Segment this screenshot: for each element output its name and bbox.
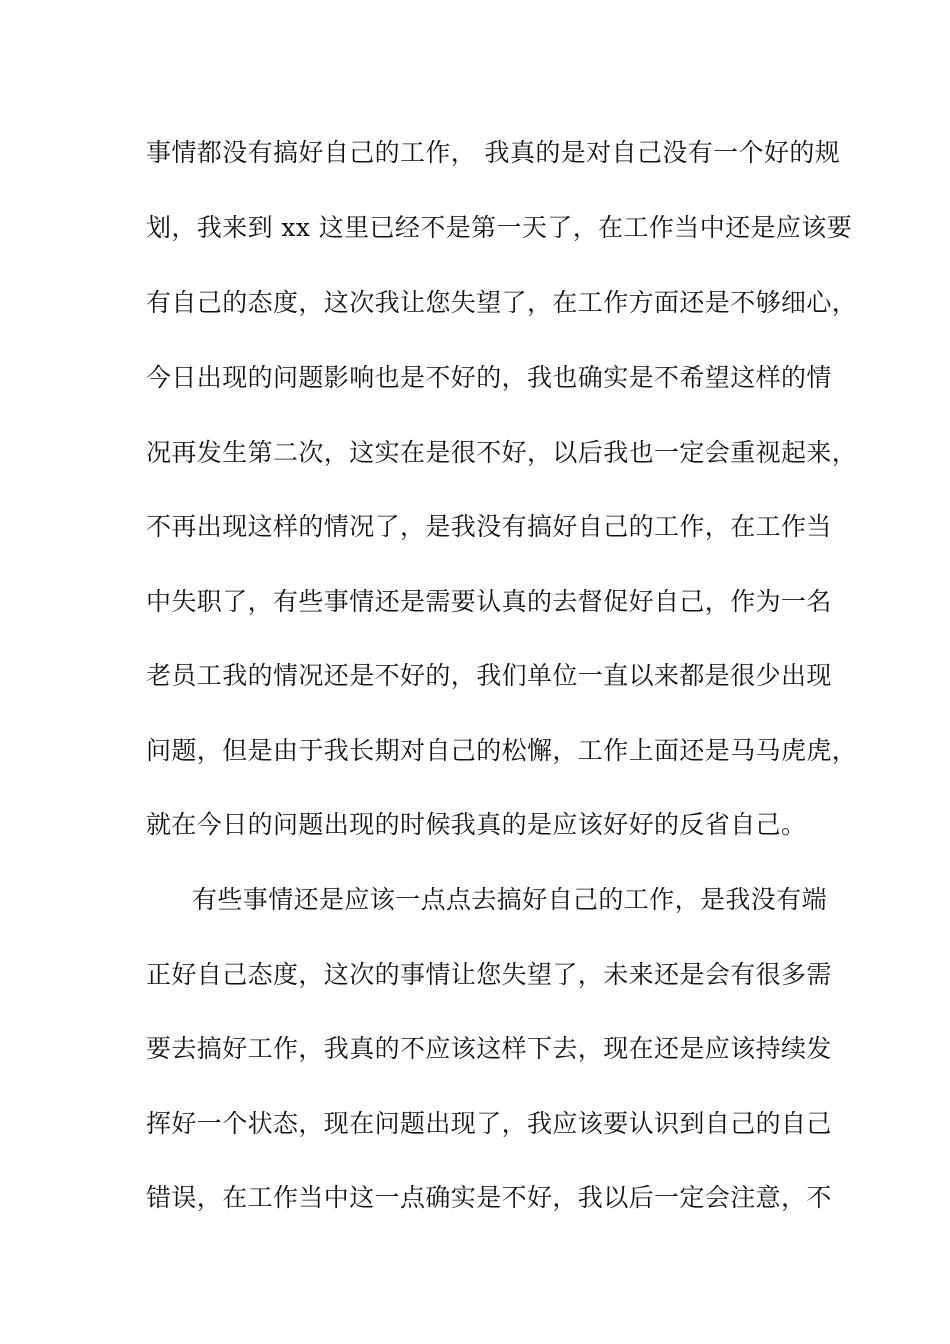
text-line: 正好自己态度，这次的事情让您失望了，未来还是会有很多需 bbox=[146, 960, 832, 989]
text-line: 今日出现的问题影响也是不好的，我也确实是不希望这样的情 bbox=[146, 363, 832, 392]
text-line: 事情都没有搞好自己的工作， 我真的是对自己没有一个好的规 bbox=[146, 138, 841, 167]
text-line: 中失职了，有些事情还是需要认真的去督促好自己，作为一名 bbox=[146, 587, 832, 616]
text-line: 挥好一个状态，现在问题出现了，我应该要认识到自己的自己 bbox=[146, 1109, 832, 1138]
text-line: 就在今日的问题出现的时候我真的是应该好好的反省自己。 bbox=[146, 810, 807, 839]
text-line: 错误，在工作当中这一点确实是不好，我以后一定会注意，不 bbox=[146, 1183, 832, 1212]
text-line: 有自己的态度，这次我让您失望了，在工作方面还是不够细心， bbox=[146, 288, 858, 317]
text-line: 要去搞好工作，我真的不应该这样下去，现在还是应该持续发 bbox=[146, 1034, 832, 1063]
text-line: 划，我来到 xx 这里已经不是第一天了，在工作当中还是应该要 bbox=[146, 213, 853, 242]
text-line: 老员工我的情况还是不好的，我们单位一直以来都是很少出现 bbox=[146, 661, 832, 690]
paragraph-first-line: 有些事情还是应该一点点去搞好自己的工作，是我没有端 bbox=[192, 885, 828, 914]
text-line: 不再出现这样的情况了，是我没有搞好自己的工作，在工作当 bbox=[146, 512, 832, 541]
text-line: 问题，但是由于我长期对自己的松懈，工作上面还是马马虎虎， bbox=[146, 736, 858, 765]
text-line: 况再发生第二次，这实在是很不好，以后我也一定会重视起来， bbox=[146, 438, 858, 467]
